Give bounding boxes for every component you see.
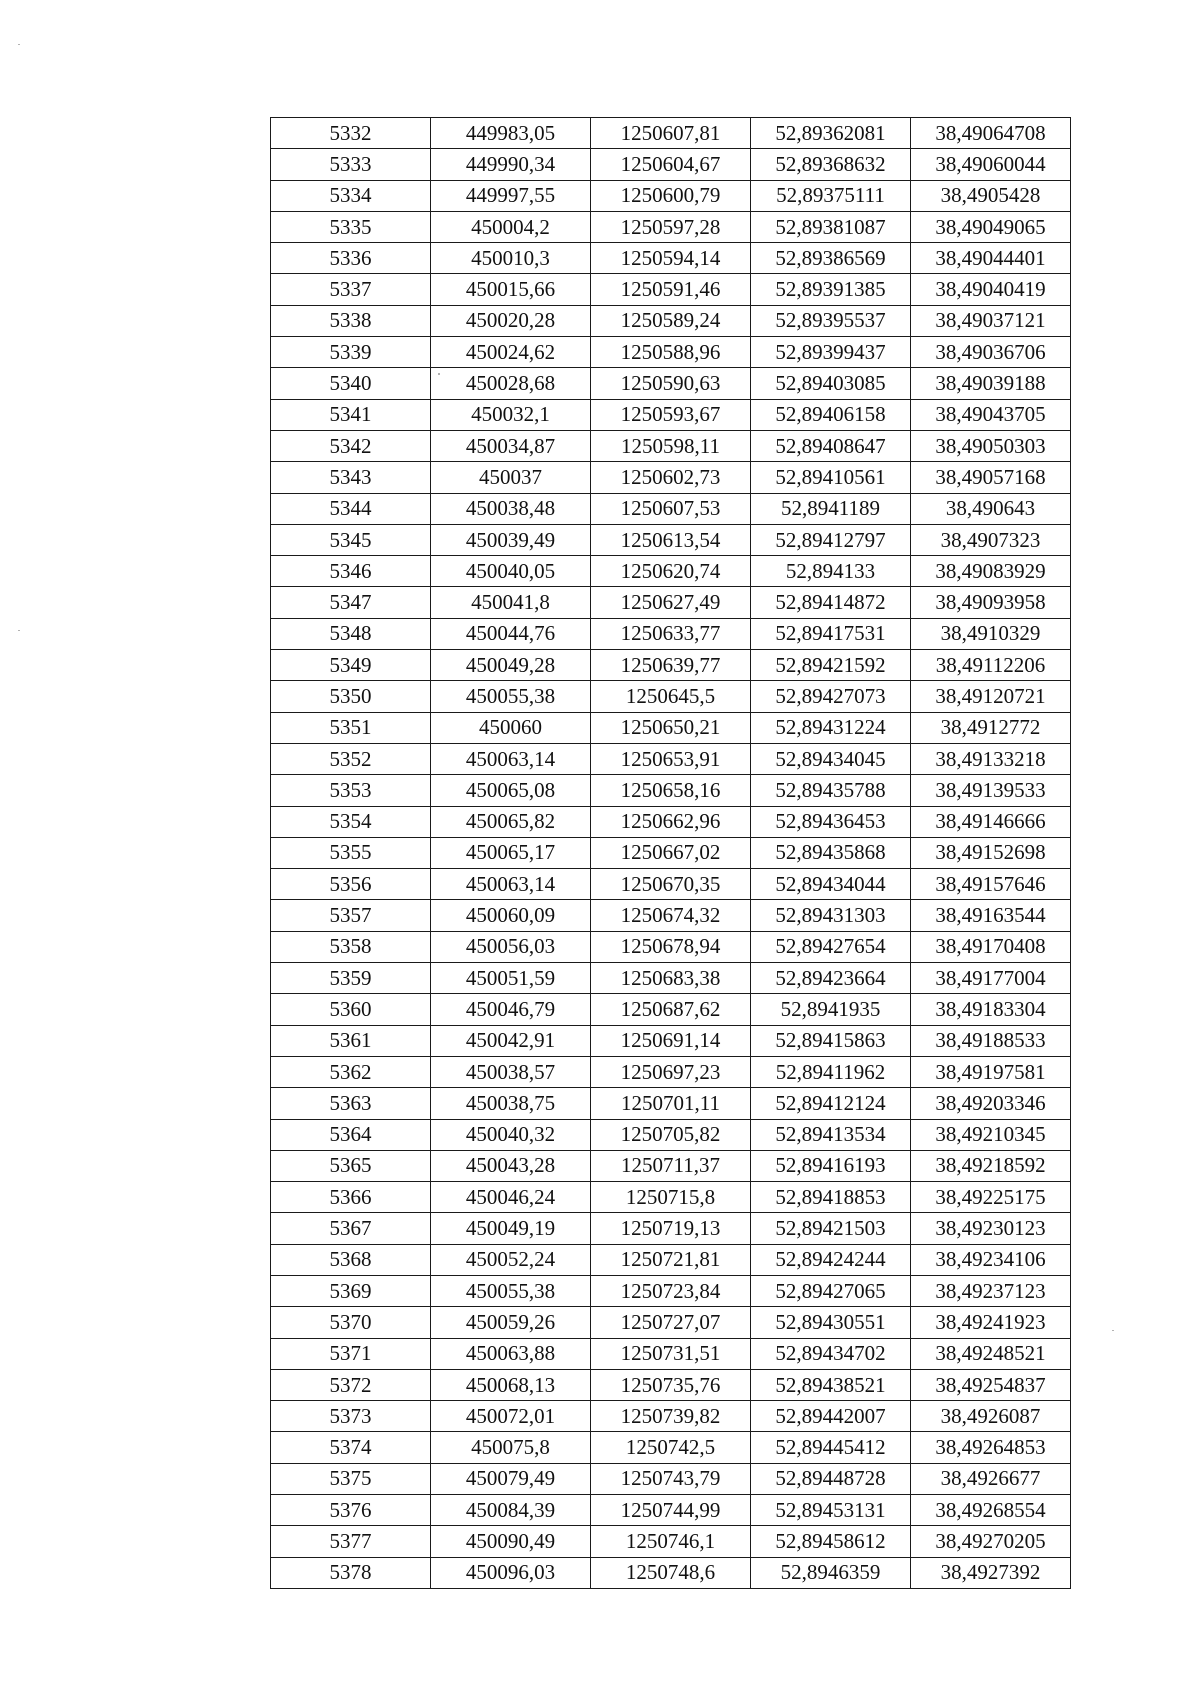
latitude-cell: 52,89413534 [751,1119,911,1150]
table-row [271,1119,1071,1150]
table-row [271,243,1071,274]
y-coordinate-cell: 1250715,8 [591,1182,751,1213]
x-coordinate-cell: 450068,13 [431,1369,591,1400]
y-coordinate-cell: 1250662,96 [591,806,751,837]
table-row [271,1150,1071,1181]
x-coordinate-cell: 450034,87 [431,430,591,461]
longitude-cell: 38,49268554 [911,1495,1071,1526]
latitude-cell: 52,89434044 [751,869,911,900]
x-coordinate-cell: 450010,3 [431,243,591,274]
latitude-cell: 52,89448728 [751,1463,911,1494]
table-row [271,118,1071,149]
latitude-cell: 52,89362081 [751,118,911,149]
table-row [271,1432,1071,1463]
point-number-cell: 5337 [271,274,431,305]
longitude-cell: 38,49120721 [911,681,1071,712]
longitude-cell: 38,49044401 [911,243,1071,274]
y-coordinate-cell: 1250645,5 [591,681,751,712]
point-number-cell: 5348 [271,618,431,649]
coordinates-table [270,117,1071,1589]
longitude-cell: 38,49093958 [911,587,1071,618]
y-coordinate-cell: 1250650,21 [591,712,751,743]
table-row [271,1369,1071,1400]
latitude-cell: 52,894133 [751,556,911,587]
x-coordinate-cell: 450032,1 [431,399,591,430]
table-row [271,1307,1071,1338]
y-coordinate-cell: 1250591,46 [591,274,751,305]
point-number-cell: 5351 [271,712,431,743]
point-number-cell: 5376 [271,1495,431,1526]
point-number-cell: 5341 [271,399,431,430]
table-row [271,931,1071,962]
table-row [271,399,1071,430]
table-row [271,618,1071,649]
y-coordinate-cell: 1250594,14 [591,243,751,274]
point-number-cell: 5359 [271,963,431,994]
point-number-cell: 5378 [271,1557,431,1588]
table-row [271,775,1071,806]
x-coordinate-cell: 450039,49 [431,524,591,555]
table-row [271,1275,1071,1306]
x-coordinate-cell: 450065,17 [431,837,591,868]
y-coordinate-cell: 1250705,82 [591,1119,751,1150]
table-row [271,650,1071,681]
point-number-cell: 5336 [271,243,431,274]
latitude-cell: 52,89412124 [751,1088,911,1119]
x-coordinate-cell: 450020,28 [431,305,591,336]
table-row [271,963,1071,994]
table-row [271,900,1071,931]
y-coordinate-cell: 1250620,74 [591,556,751,587]
table-row [271,587,1071,618]
longitude-cell: 38,49183304 [911,994,1071,1025]
y-coordinate-cell: 1250711,37 [591,1150,751,1181]
point-number-cell: 5375 [271,1463,431,1494]
longitude-cell: 38,49188533 [911,1025,1071,1056]
table-row [271,368,1071,399]
x-coordinate-cell: 450015,66 [431,274,591,305]
y-coordinate-cell: 1250602,73 [591,462,751,493]
longitude-cell: 38,49060044 [911,149,1071,180]
longitude-cell: 38,49218592 [911,1150,1071,1181]
table-row [271,743,1071,774]
latitude-cell: 52,89410561 [751,462,911,493]
x-coordinate-cell: 450037 [431,462,591,493]
y-coordinate-cell: 1250598,11 [591,430,751,461]
x-coordinate-cell: 450072,01 [431,1401,591,1432]
y-coordinate-cell: 1250588,96 [591,337,751,368]
longitude-cell: 38,49225175 [911,1182,1071,1213]
point-number-cell: 5367 [271,1213,431,1244]
latitude-cell: 52,89442007 [751,1401,911,1432]
y-coordinate-cell: 1250746,1 [591,1526,751,1557]
table-row [271,430,1071,461]
latitude-cell: 52,89445412 [751,1432,911,1463]
point-number-cell: 5355 [271,837,431,868]
longitude-cell: 38,49177004 [911,963,1071,994]
y-coordinate-cell: 1250667,02 [591,837,751,868]
y-coordinate-cell: 1250719,13 [591,1213,751,1244]
point-number-cell: 5374 [271,1432,431,1463]
y-coordinate-cell: 1250674,32 [591,900,751,931]
latitude-cell: 52,8946359 [751,1557,911,1588]
table-row [271,1025,1071,1056]
latitude-cell: 52,89434702 [751,1338,911,1369]
y-coordinate-cell: 1250723,84 [591,1275,751,1306]
latitude-cell: 52,89375111 [751,180,911,211]
point-number-cell: 5358 [271,931,431,962]
x-coordinate-cell: 449983,05 [431,118,591,149]
point-number-cell: 5338 [271,305,431,336]
latitude-cell: 52,89395537 [751,305,911,336]
longitude-cell: 38,49270205 [911,1526,1071,1557]
x-coordinate-cell: 450075,8 [431,1432,591,1463]
point-number-cell: 5361 [271,1025,431,1056]
latitude-cell: 52,89418853 [751,1182,911,1213]
latitude-cell: 52,89421503 [751,1213,911,1244]
point-number-cell: 5333 [271,149,431,180]
longitude-cell: 38,49064708 [911,118,1071,149]
table-row [271,524,1071,555]
table-row [271,869,1071,900]
point-number-cell: 5349 [271,650,431,681]
y-coordinate-cell: 1250633,77 [591,618,751,649]
longitude-cell: 38,49241923 [911,1307,1071,1338]
scan-speck [18,630,20,631]
x-coordinate-cell: 450052,24 [431,1244,591,1275]
x-coordinate-cell: 450004,2 [431,211,591,242]
latitude-cell: 52,89438521 [751,1369,911,1400]
longitude-cell: 38,49039188 [911,368,1071,399]
longitude-cell: 38,49197581 [911,1056,1071,1087]
longitude-cell: 38,4910329 [911,618,1071,649]
longitude-cell: 38,49112206 [911,650,1071,681]
y-coordinate-cell: 1250607,53 [591,493,751,524]
x-coordinate-cell: 450063,14 [431,869,591,900]
y-coordinate-cell: 1250607,81 [591,118,751,149]
y-coordinate-cell: 1250627,49 [591,587,751,618]
longitude-cell: 38,49254837 [911,1369,1071,1400]
x-coordinate-cell: 450055,38 [431,1275,591,1306]
longitude-cell: 38,490643 [911,493,1071,524]
longitude-cell: 38,49049065 [911,211,1071,242]
longitude-cell: 38,4926677 [911,1463,1071,1494]
longitude-cell: 38,49057168 [911,462,1071,493]
latitude-cell: 52,89381087 [751,211,911,242]
latitude-cell: 52,89421592 [751,650,911,681]
latitude-cell: 52,89427073 [751,681,911,712]
point-number-cell: 5343 [271,462,431,493]
longitude-cell: 38,4907323 [911,524,1071,555]
y-coordinate-cell: 1250589,24 [591,305,751,336]
y-coordinate-cell: 1250658,16 [591,775,751,806]
table-row [271,837,1071,868]
point-number-cell: 5334 [271,180,431,211]
x-coordinate-cell: 450079,49 [431,1463,591,1494]
point-number-cell: 5372 [271,1369,431,1400]
point-number-cell: 5377 [271,1526,431,1557]
latitude-cell: 52,8941935 [751,994,911,1025]
x-coordinate-cell: 450042,91 [431,1025,591,1056]
x-coordinate-cell: 450024,62 [431,337,591,368]
latitude-cell: 52,89416193 [751,1150,911,1181]
point-number-cell: 5357 [271,900,431,931]
point-number-cell: 5342 [271,430,431,461]
x-coordinate-cell: 450038,48 [431,493,591,524]
point-number-cell: 5365 [271,1150,431,1181]
y-coordinate-cell: 1250604,67 [591,149,751,180]
y-coordinate-cell: 1250701,11 [591,1088,751,1119]
point-number-cell: 5373 [271,1401,431,1432]
y-coordinate-cell: 1250691,14 [591,1025,751,1056]
latitude-cell: 52,89408647 [751,430,911,461]
point-number-cell: 5352 [271,743,431,774]
latitude-cell: 52,89412797 [751,524,911,555]
latitude-cell: 52,89424244 [751,1244,911,1275]
table-row [271,180,1071,211]
table-row [271,305,1071,336]
x-coordinate-cell: 450049,19 [431,1213,591,1244]
point-number-cell: 5347 [271,587,431,618]
latitude-cell: 52,89453131 [751,1495,911,1526]
y-coordinate-cell: 1250639,77 [591,650,751,681]
table-row [271,149,1071,180]
table-row [271,681,1071,712]
table-row [271,994,1071,1025]
table-row [271,1401,1071,1432]
latitude-cell: 52,89435868 [751,837,911,868]
x-coordinate-cell: 450063,14 [431,743,591,774]
longitude-cell: 38,49146666 [911,806,1071,837]
latitude-cell: 52,89391385 [751,274,911,305]
x-coordinate-cell: 449990,34 [431,149,591,180]
latitude-cell: 52,89386569 [751,243,911,274]
y-coordinate-cell: 1250687,62 [591,994,751,1025]
latitude-cell: 52,89427065 [751,1275,911,1306]
latitude-cell: 52,89436453 [751,806,911,837]
longitude-cell: 38,49043705 [911,399,1071,430]
point-number-cell: 5344 [271,493,431,524]
latitude-cell: 52,89430551 [751,1307,911,1338]
table-row [271,1056,1071,1087]
y-coordinate-cell: 1250744,99 [591,1495,751,1526]
x-coordinate-cell: 450044,76 [431,618,591,649]
scan-speck [1112,1330,1114,1331]
point-number-cell: 5340 [271,368,431,399]
y-coordinate-cell: 1250597,28 [591,211,751,242]
longitude-cell: 38,4927392 [911,1557,1071,1588]
x-coordinate-cell: 450065,08 [431,775,591,806]
point-number-cell: 5368 [271,1244,431,1275]
longitude-cell: 38,49203346 [911,1088,1071,1119]
table-row [271,806,1071,837]
y-coordinate-cell: 1250748,6 [591,1557,751,1588]
x-coordinate-cell: 450040,32 [431,1119,591,1150]
y-coordinate-cell: 1250613,54 [591,524,751,555]
table-row [271,1182,1071,1213]
table-row [271,1495,1071,1526]
longitude-cell: 38,49040419 [911,274,1071,305]
y-coordinate-cell: 1250742,5 [591,1432,751,1463]
point-number-cell: 5369 [271,1275,431,1306]
table-row [271,1244,1071,1275]
longitude-cell: 38,49037121 [911,305,1071,336]
table-row [271,337,1071,368]
x-coordinate-cell: 450090,49 [431,1526,591,1557]
y-coordinate-cell: 1250721,81 [591,1244,751,1275]
x-coordinate-cell: 450041,8 [431,587,591,618]
table-row [271,274,1071,305]
longitude-cell: 38,49230123 [911,1213,1071,1244]
x-coordinate-cell: 450060 [431,712,591,743]
latitude-cell: 52,89458612 [751,1526,911,1557]
latitude-cell: 52,89368632 [751,149,911,180]
point-number-cell: 5364 [271,1119,431,1150]
x-coordinate-cell: 449997,55 [431,180,591,211]
latitude-cell: 52,89423664 [751,963,911,994]
latitude-cell: 52,89431303 [751,900,911,931]
x-coordinate-cell: 450046,79 [431,994,591,1025]
longitude-cell: 38,4926087 [911,1401,1071,1432]
point-number-cell: 5370 [271,1307,431,1338]
longitude-cell: 38,49248521 [911,1338,1071,1369]
x-coordinate-cell: 450038,75 [431,1088,591,1119]
point-number-cell: 5335 [271,211,431,242]
point-number-cell: 5362 [271,1056,431,1087]
point-number-cell: 5339 [271,337,431,368]
x-coordinate-cell: 450059,26 [431,1307,591,1338]
x-coordinate-cell: 450084,39 [431,1495,591,1526]
latitude-cell: 52,89399437 [751,337,911,368]
x-coordinate-cell: 450051,59 [431,963,591,994]
point-number-cell: 5366 [271,1182,431,1213]
table-row [271,462,1071,493]
point-number-cell: 5350 [271,681,431,712]
longitude-cell: 38,49210345 [911,1119,1071,1150]
table-row [271,493,1071,524]
table-row [271,1526,1071,1557]
longitude-cell: 38,49237123 [911,1275,1071,1306]
y-coordinate-cell: 1250600,79 [591,180,751,211]
latitude-cell: 52,8941189 [751,493,911,524]
table-row [271,556,1071,587]
longitude-cell: 38,49050303 [911,430,1071,461]
point-number-cell: 5354 [271,806,431,837]
y-coordinate-cell: 1250735,76 [591,1369,751,1400]
coordinates-table-body [271,118,1071,1589]
latitude-cell: 52,89435788 [751,775,911,806]
longitude-cell: 38,49157646 [911,869,1071,900]
table-row [271,1213,1071,1244]
longitude-cell: 38,49083929 [911,556,1071,587]
point-number-cell: 5332 [271,118,431,149]
table-row [271,1338,1071,1369]
point-number-cell: 5371 [271,1338,431,1369]
x-coordinate-cell: 450065,82 [431,806,591,837]
y-coordinate-cell: 1250743,79 [591,1463,751,1494]
y-coordinate-cell: 1250697,23 [591,1056,751,1087]
point-number-cell: 5345 [271,524,431,555]
y-coordinate-cell: 1250727,07 [591,1307,751,1338]
longitude-cell: 38,49133218 [911,743,1071,774]
x-coordinate-cell: 450096,03 [431,1557,591,1588]
point-number-cell: 5356 [271,869,431,900]
y-coordinate-cell: 1250678,94 [591,931,751,962]
latitude-cell: 52,89415863 [751,1025,911,1056]
longitude-cell: 38,49036706 [911,337,1071,368]
x-coordinate-cell: 450060,09 [431,900,591,931]
point-number-cell: 5360 [271,994,431,1025]
y-coordinate-cell: 1250590,63 [591,368,751,399]
x-coordinate-cell: 450049,28 [431,650,591,681]
x-coordinate-cell: 450046,24 [431,1182,591,1213]
y-coordinate-cell: 1250593,67 [591,399,751,430]
y-coordinate-cell: 1250731,51 [591,1338,751,1369]
point-number-cell: 5346 [271,556,431,587]
latitude-cell: 52,89434045 [751,743,911,774]
table-row [271,712,1071,743]
latitude-cell: 52,89414872 [751,587,911,618]
longitude-cell: 38,4912772 [911,712,1071,743]
table-row [271,1557,1071,1588]
point-number-cell: 5353 [271,775,431,806]
y-coordinate-cell: 1250739,82 [591,1401,751,1432]
scan-speck [18,44,20,45]
longitude-cell: 38,49234106 [911,1244,1071,1275]
longitude-cell: 38,49163544 [911,900,1071,931]
table-row [271,211,1071,242]
x-coordinate-cell: 450055,38 [431,681,591,712]
longitude-cell: 38,49264853 [911,1432,1071,1463]
latitude-cell: 52,89403085 [751,368,911,399]
y-coordinate-cell: 1250653,91 [591,743,751,774]
x-coordinate-cell: 450063,88 [431,1338,591,1369]
table-row [271,1463,1071,1494]
y-coordinate-cell: 1250670,35 [591,869,751,900]
latitude-cell: 52,89417531 [751,618,911,649]
latitude-cell: 52,89427654 [751,931,911,962]
latitude-cell: 52,89411962 [751,1056,911,1087]
y-coordinate-cell: 1250683,38 [591,963,751,994]
x-coordinate-cell: 450028,68 [431,368,591,399]
x-coordinate-cell: 450043,28 [431,1150,591,1181]
point-number-cell: 5363 [271,1088,431,1119]
latitude-cell: 52,89431224 [751,712,911,743]
longitude-cell: 38,49139533 [911,775,1071,806]
latitude-cell: 52,89406158 [751,399,911,430]
longitude-cell: 38,49170408 [911,931,1071,962]
x-coordinate-cell: 450040,05 [431,556,591,587]
longitude-cell: 38,4905428 [911,180,1071,211]
x-coordinate-cell: 450038,57 [431,1056,591,1087]
table-row [271,1088,1071,1119]
longitude-cell: 38,49152698 [911,837,1071,868]
x-coordinate-cell: 450056,03 [431,931,591,962]
